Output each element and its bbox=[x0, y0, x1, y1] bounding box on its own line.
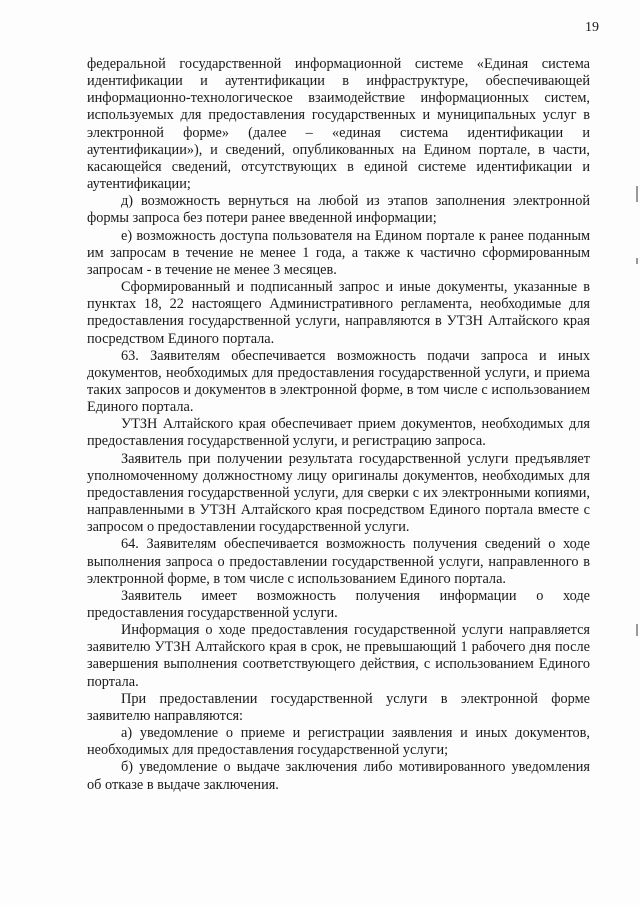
paragraph-item-e: е) возможность доступа пользователя на Едином портале к ранее поданным им запросам в течение не менее 1 года, а также к частично сформированным запросам - в течение не менее 3 месяцев. bbox=[87, 227, 590, 278]
paragraph-info-deadline: Информация о ходе предоставления государственной услуги направляется заявителю УТЗН Алтайского края в срок, не превышающий 1 рабочего дня после завершения выполнения соответствующего действия, с использованием Единого портала. bbox=[87, 622, 590, 690]
paragraph-applicant-originals: Заявитель при получении результата государственной услуги предъявляет уполномоченному должностному лицу оригиналы документов, необходимых для предоставления государственной услуги, для сверки с их электронными копиями, направленными в УТЗН Алтайского края посредством Единого портала вместе с запросом о предоставлении государственной услуги. bbox=[87, 450, 590, 536]
scan-margin-mark bbox=[636, 624, 638, 636]
paragraph-64: 64. Заявителям обеспечивается возможность получения сведений о ходе выполнения запроса о предоставлении государственной услуги, направленного в электронной форме, в том числе с использованием Единого портала. bbox=[87, 536, 590, 587]
paragraph-applicant-info: Заявитель имеет возможность получения информации о ходе предоставления государственной услуги. bbox=[87, 587, 590, 621]
paragraph-continuation: федеральной государственной информационной системе «Единая система идентификации и аутентификации в инфраструктуре, обеспечивающей информационно-технологическое взаимодействие информационных систем, используемых для предоставления государственных и муниципальных услуг в электронной форме» (далее – «единая система идентификации и аутентификации»), и сведений, опубликованных на Едином портале, в части, касающейся сведений, отсутствующих в единой системе идентификации и аутентификации; bbox=[87, 56, 590, 193]
scan-margin-mark bbox=[636, 186, 638, 202]
paragraph-item-d: д) возможность вернуться на любой из этапов заполнения электронной формы запроса без потери ранее введенной информации; bbox=[87, 193, 590, 227]
paragraph-item-b: б) уведомление о выдаче заключения либо мотивированного уведомления об отказе в выдаче заключения. bbox=[87, 759, 590, 793]
scan-margin-mark bbox=[636, 258, 638, 264]
page-number: 19 bbox=[585, 20, 599, 35]
paragraph-submission: Сформированный и подписанный запрос и иные документы, указанные в пунктах 18, 22 настоящего Административного регламента, необходимые для предоставления государственной услуги, направляются в УТЗН Алтайского края посредством Единого портала. bbox=[87, 279, 590, 347]
paragraph-item-a: а) уведомление о приеме и регистрации заявления и иных документов, необходимых для предоставления государственной услуги; bbox=[87, 725, 590, 759]
document-body bbox=[87, 56, 590, 794]
paragraph-utzn-acceptance: УТЗН Алтайского края обеспечивает прием документов, необходимых для предоставления государственной услуги, и регистрацию запроса. bbox=[87, 416, 590, 450]
paragraph-63: 63. Заявителям обеспечивается возможность подачи запроса и иных документов, необходимых для предоставления государственной услуги, и приема таких запросов и документов в электронной форме, в том числе с использованием Единого портала. bbox=[87, 347, 590, 416]
paragraph-notifications-intro: При предоставлении государственной услуги в электронной форме заявителю направляются: bbox=[87, 690, 590, 724]
